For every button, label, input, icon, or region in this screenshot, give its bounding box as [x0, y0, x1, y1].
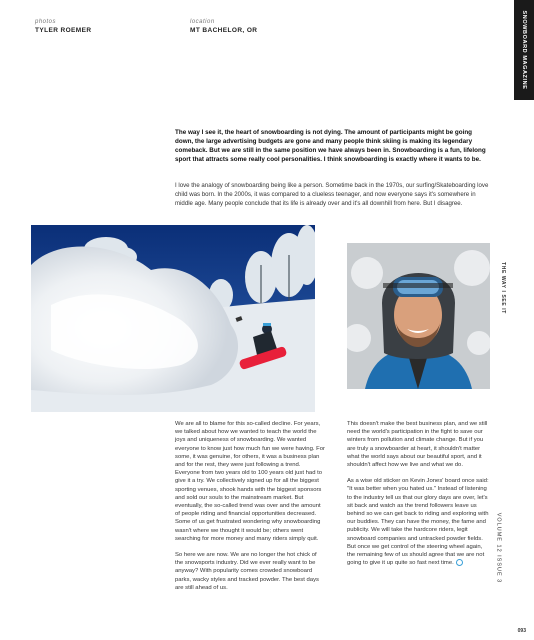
closing-paragraph-text: As a wise old sticker on Kevin Jones' board once said: "It was better when you hated us." Instead of listening to the industry tell us that our glory days are over, let's sit back and watch as the trend followers leave us behind so we can get back to riding and exploring with our buddies. They can have the money, the fame and publicity. We will take the hardcore riders, legit snowboard companies and untracked powder fields. But once we get control of the steering wheel again, the remaining few of us should agree that we are not going to give it up quite so fast next time.	[347, 478, 489, 567]
volume-issue: VOLUME 12 ISSUE 3	[494, 512, 501, 584]
snowboarder-powder-photo	[31, 225, 315, 412]
location-label: location	[190, 19, 215, 25]
section-title: THE WAY I SEE IT	[500, 262, 507, 314]
body-paragraph: So here we are now. We are no longer the hot chick of the snowsports industry. Did we ever really want to be anyway? With popularity comes crowded snowboard parks, wacky styles and tracked powder. The best days are still ahead of us.	[175, 552, 319, 591]
end-of-article-icon	[456, 559, 463, 566]
body-paragraph: This doesn't make the best business plan, and we still need the world's participation in the fight to save our winters from pollution and climate change. But if you are truly a snowboarder at heart, it shouldn't matter what the world says about our beautiful sport, and it shouldn't affect how we live and what we do.	[347, 421, 488, 469]
photos-label: photos	[35, 19, 57, 25]
body-paragraph	[347, 477, 492, 567]
body-paragraph: We are all to blame for this so-called decline. For years, we talked about how we wanted to teach the world the joys and uniqueness of snowboarding. We wanted everyone to know just how much fun we were having. For some, it was genuine, for others, it was a business plan and for the rest, they were just following a trend. Everyone from two years old to 100 years old just had to give it a try. We collectively signed up for all the biggest sporting venues, shook hands with the biggest sponsors and sold our souls to the mainstream market. But eventually, the so-called trend was over and the amount of people riding and financial opportunities decreased. Some of us get frustrated wondering why snowboarding wasn't where we thought it would be; others went searching for more money and many riders simply quit.	[175, 421, 325, 542]
photographer-name: TYLER ROEMER	[35, 27, 92, 34]
magazine-spine-tab	[514, 0, 534, 100]
magazine-name: SNOWBOARD MAGAZINE	[521, 10, 527, 90]
author-portrait-illustration	[347, 243, 490, 389]
body-column-right	[347, 420, 492, 576]
intro-paragraph: I love the analogy of snowboarding being like a person. Sometime back in the 1970s, our surfing/Skateboarding love child was born. In the 2000s, it was compared to a clueless teenager, and now everyone says it's somewhere in middle age. Many people conclude that its life is already over and it's all downhill from here. But I disagree.	[175, 182, 489, 207]
location-name: MT BACHELOR, OR	[190, 27, 258, 34]
snowboarder-powder-illustration	[31, 225, 315, 412]
page-number: 093	[517, 628, 526, 634]
pull-quote: The way I see it, the heart of snowboarding is not dying. The amount of participants might be going down, the large advertising budgets are gone and many people think skiing is making its legendary comeback. But we are still in the same position we have always been in. Snowboarding is a fun, lifelong sport that attracts some really cool personalities. I think snowboarding is exactly where it wants to be.	[175, 129, 486, 163]
body-column-left	[175, 420, 325, 600]
author-portrait-photo	[347, 243, 490, 389]
